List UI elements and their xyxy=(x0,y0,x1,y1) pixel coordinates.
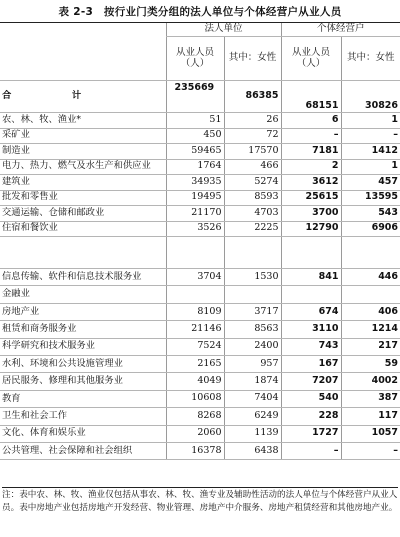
table-row xyxy=(0,128,400,144)
individual-female-cell: 406 xyxy=(341,303,400,320)
legal-female-cell xyxy=(224,286,281,303)
legal-female-cell: 2225 xyxy=(224,221,281,237)
legal-employees-cell: 1764 xyxy=(166,159,224,175)
legal-female-cell: 26 xyxy=(224,113,281,129)
individual-employees-cell: 228 xyxy=(281,408,341,425)
total-legal-female: 86385 xyxy=(224,81,281,113)
spacer-cell xyxy=(341,237,400,269)
individual-employees-cell: – xyxy=(281,442,341,459)
table-row xyxy=(0,113,400,129)
legal-employees-cell: 34935 xyxy=(166,175,224,191)
table-row xyxy=(0,221,400,237)
legal-female-cell: 8593 xyxy=(224,190,281,206)
legal-employees-cell: 19495 xyxy=(166,190,224,206)
industry-name: 农、林、牧、渔业* xyxy=(0,113,166,129)
table-row xyxy=(0,144,400,160)
legal-female-cell: 466 xyxy=(224,159,281,175)
individual-employees-cell: 1727 xyxy=(281,425,341,442)
legal-employees-cell: 2165 xyxy=(166,355,224,372)
individual-female-cell: 4002 xyxy=(341,373,400,390)
table-row xyxy=(0,175,400,191)
table-row xyxy=(0,190,400,206)
individual-female-cell: 6906 xyxy=(341,221,400,237)
table-row xyxy=(0,373,400,390)
individual-female-header: 其中：女性 xyxy=(341,37,400,81)
individual-units-header: 个体经营户 xyxy=(281,23,400,37)
individual-employees-cell: 25615 xyxy=(281,190,341,206)
individual-employees-cell: 167 xyxy=(281,355,341,372)
legal-employees-cell: 21170 xyxy=(166,206,224,222)
individual-female-cell: 387 xyxy=(341,390,400,407)
individual-employees-cell: 7181 xyxy=(281,144,341,160)
industry-header xyxy=(0,23,166,81)
individual-employees-cell: 743 xyxy=(281,338,341,355)
legal-female-cell: 17570 xyxy=(224,144,281,160)
individual-female-cell: 1 xyxy=(341,159,400,175)
table-row xyxy=(0,390,400,407)
legal-units-header: 法人单位 xyxy=(166,23,281,37)
legal-employees-cell: 16378 xyxy=(166,442,224,459)
legal-employees-cell: 10608 xyxy=(166,390,224,407)
table-footnote: 注：表中农、林、牧、渔业仅包括从事农、林、牧、渔专业及辅助性活动的法人单位与个体经营户从业人员。表中房地产业包括房地产开发经营、物业管理、房地产中介服务、房地产租赁经营和其他房地产业。 xyxy=(2,487,398,515)
individual-female-cell: 217 xyxy=(341,338,400,355)
legal-female-cell: 6438 xyxy=(224,442,281,459)
industry-name: 水利、环境和公共设施管理业 xyxy=(0,355,166,372)
industry-name: 住宿和餐饮业 xyxy=(0,221,166,237)
industry-name: 卫生和社会工作 xyxy=(0,408,166,425)
legal-female-cell: 1530 xyxy=(224,269,281,286)
industry-name: 电力、热力、燃气及水生产和供应业 xyxy=(0,159,166,175)
spacer-cell xyxy=(0,237,166,269)
legal-female-cell: 7404 xyxy=(224,390,281,407)
industry-name: 教育 xyxy=(0,390,166,407)
industry-name: 交通运输、仓储和邮政业 xyxy=(0,206,166,222)
individual-employees-cell: 12790 xyxy=(281,221,341,237)
legal-employees-cell: 4049 xyxy=(166,373,224,390)
individual-employees-cell: 6 xyxy=(281,113,341,129)
table-title: 表 2-3 按行业门类分组的法人单位与个体经营户从业人员 xyxy=(58,6,342,18)
industry-name: 制造业 xyxy=(0,144,166,160)
legal-employees-cell xyxy=(166,286,224,303)
individual-female-cell: 59 xyxy=(341,355,400,372)
legal-employees-cell: 51 xyxy=(166,113,224,129)
total-legal-employees: 235669 xyxy=(166,81,224,113)
spacer-row xyxy=(0,237,400,269)
individual-female-cell: 117 xyxy=(341,408,400,425)
legal-employees-header: 从业人员（人） xyxy=(166,37,224,81)
legal-employees-cell: 450 xyxy=(166,128,224,144)
individual-female-cell: 446 xyxy=(341,269,400,286)
industry-name: 批发和零售业 xyxy=(0,190,166,206)
table-row xyxy=(0,159,400,175)
individual-female-cell: 457 xyxy=(341,175,400,191)
table-row xyxy=(0,442,400,459)
spacer-cell xyxy=(166,237,224,269)
legal-employees-cell: 3526 xyxy=(166,221,224,237)
industry-name: 房地产业 xyxy=(0,303,166,320)
individual-female-cell: 1214 xyxy=(341,321,400,338)
total-individual-employees: 68151 xyxy=(281,81,341,113)
individual-female-cell: – xyxy=(341,442,400,459)
individual-employees-cell: 674 xyxy=(281,303,341,320)
industry-name: 公共管理、社会保障和社会组织 xyxy=(0,442,166,459)
individual-employees-header: 从业人员（人） xyxy=(281,37,341,81)
total-label: 合 计 xyxy=(0,81,166,113)
legal-female-cell: 1139 xyxy=(224,425,281,442)
individual-employees-cell: 3110 xyxy=(281,321,341,338)
industry-name: 建筑业 xyxy=(0,175,166,191)
spacer-cell xyxy=(281,237,341,269)
employment-table xyxy=(0,22,400,460)
industry-name: 科学研究和技术服务业 xyxy=(0,338,166,355)
legal-employees-cell: 3704 xyxy=(166,269,224,286)
individual-female-cell: 1057 xyxy=(341,425,400,442)
legal-employees-cell: 2060 xyxy=(166,425,224,442)
legal-female-cell: 5274 xyxy=(224,175,281,191)
table-row xyxy=(0,206,400,222)
individual-employees-cell: 540 xyxy=(281,390,341,407)
table-row xyxy=(0,303,400,320)
individual-female-cell: – xyxy=(341,128,400,144)
table-row xyxy=(0,425,400,442)
total-individual-female: 30826 xyxy=(341,81,400,113)
table-row xyxy=(0,338,400,355)
total-row xyxy=(0,81,400,113)
individual-employees-cell: 841 xyxy=(281,269,341,286)
legal-employees-cell: 59465 xyxy=(166,144,224,160)
table-row xyxy=(0,355,400,372)
legal-female-cell: 8563 xyxy=(224,321,281,338)
legal-employees-cell: 7524 xyxy=(166,338,224,355)
individual-female-cell: 543 xyxy=(341,206,400,222)
legal-employees-cell: 8268 xyxy=(166,408,224,425)
legal-female-cell: 4703 xyxy=(224,206,281,222)
table-row xyxy=(0,286,400,303)
individual-female-cell: 1412 xyxy=(341,144,400,160)
individual-female-cell: 1 xyxy=(341,113,400,129)
table-row xyxy=(0,321,400,338)
table-row xyxy=(0,408,400,425)
legal-employees-cell: 21146 xyxy=(166,321,224,338)
legal-female-cell: 3717 xyxy=(224,303,281,320)
industry-name: 租赁和商务服务业 xyxy=(0,321,166,338)
individual-employees-cell: – xyxy=(281,128,341,144)
individual-female-cell: 13595 xyxy=(341,190,400,206)
legal-female-cell: 6249 xyxy=(224,408,281,425)
legal-female-cell: 957 xyxy=(224,355,281,372)
legal-female-cell: 72 xyxy=(224,128,281,144)
individual-female-cell xyxy=(341,286,400,303)
spacer-cell xyxy=(224,237,281,269)
industry-name: 信息传输、软件和信息技术服务业 xyxy=(0,269,166,286)
industry-name: 文化、体育和娱乐业 xyxy=(0,425,166,442)
legal-employees-cell: 8109 xyxy=(166,303,224,320)
individual-employees-cell: 3700 xyxy=(281,206,341,222)
individual-employees-cell: 7207 xyxy=(281,373,341,390)
industry-name: 金融业 xyxy=(0,286,166,303)
industry-name: 居民服务、修理和其他服务业 xyxy=(0,373,166,390)
legal-female-cell: 2400 xyxy=(224,338,281,355)
individual-employees-cell xyxy=(281,286,341,303)
legal-female-header: 其中：女性 xyxy=(224,37,281,81)
individual-employees-cell: 3612 xyxy=(281,175,341,191)
table-row xyxy=(0,269,400,286)
individual-employees-cell: 2 xyxy=(281,159,341,175)
legal-female-cell: 1874 xyxy=(224,373,281,390)
industry-name: 采矿业 xyxy=(0,128,166,144)
